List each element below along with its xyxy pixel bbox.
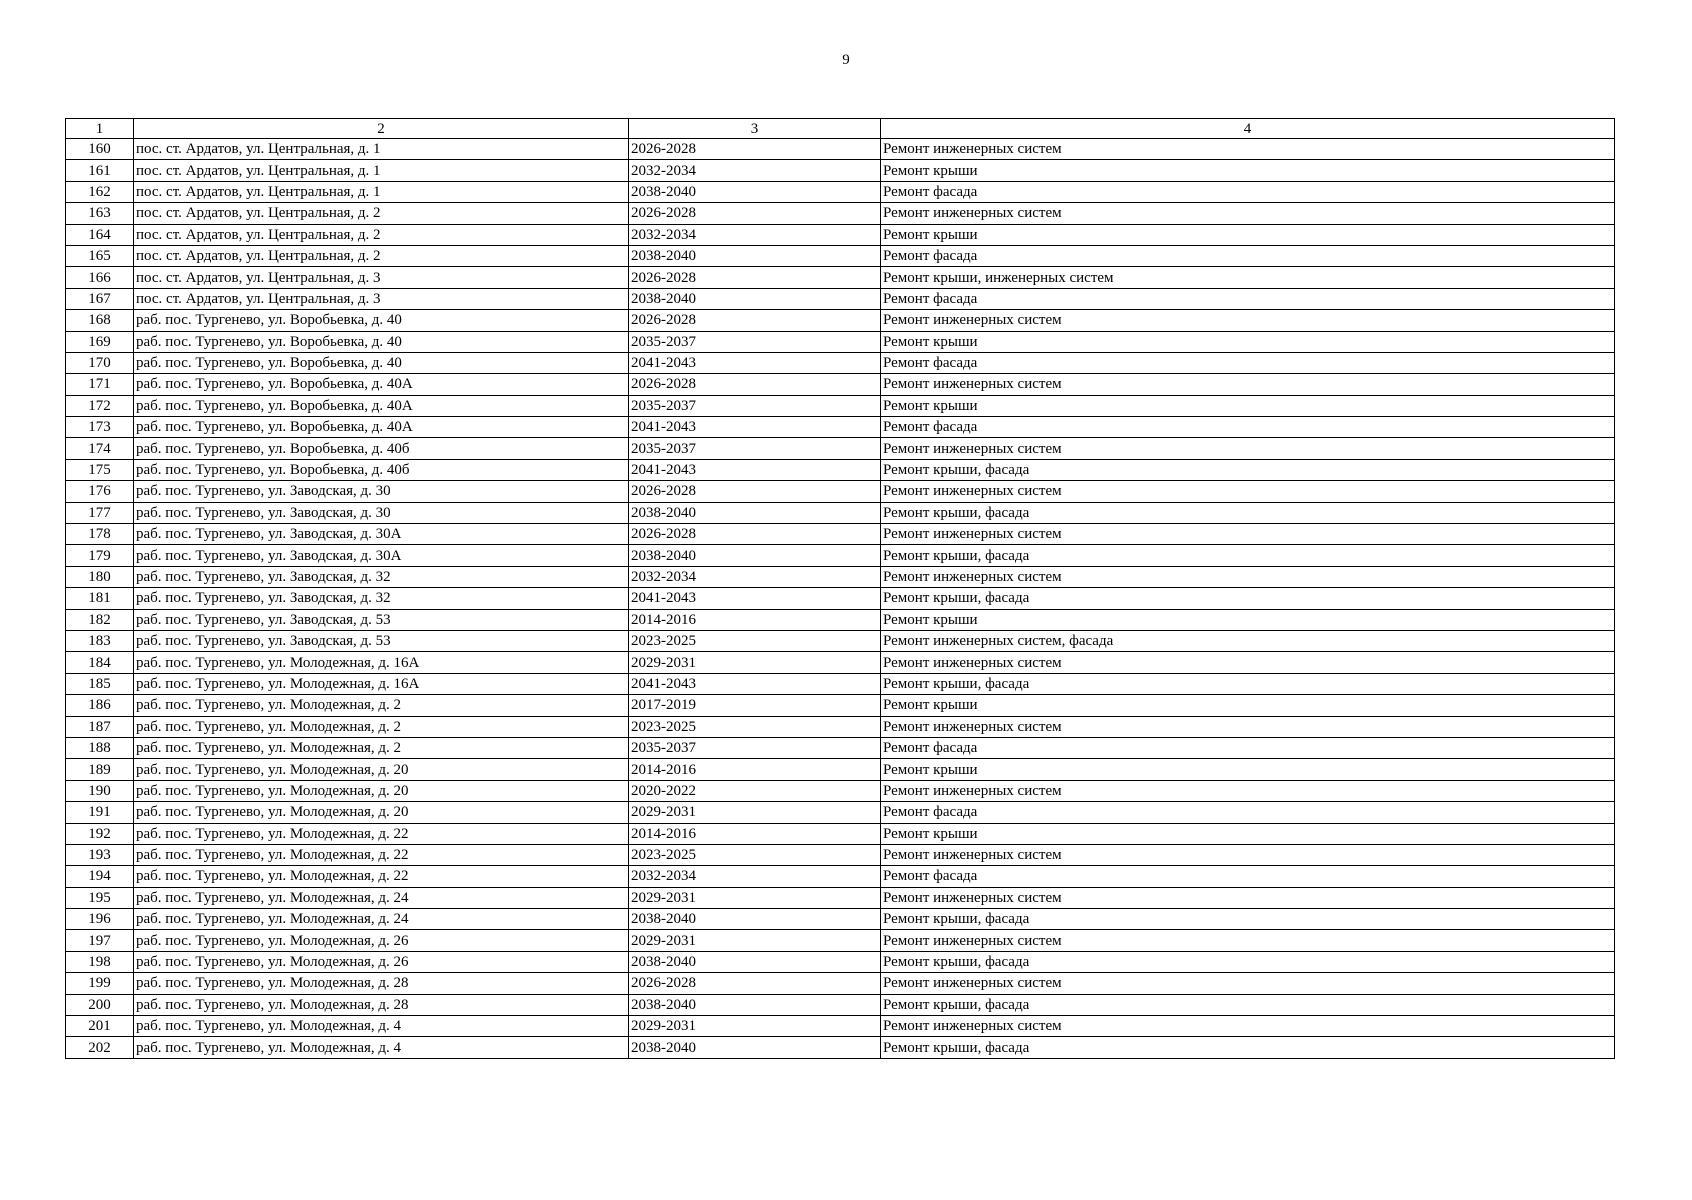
cell-period: 2038-2040: [629, 994, 881, 1015]
cell-period: 2032-2034: [629, 566, 881, 587]
cell-address: раб. пос. Тургенево, ул. Заводская, д. 30: [134, 481, 629, 502]
table-row: [66, 267, 1615, 288]
cell-period: 2035-2037: [629, 737, 881, 758]
column-header-2: 2: [134, 119, 629, 139]
cell-work-type: Ремонт крыши: [881, 759, 1615, 780]
cell-work-type: Ремонт крыши: [881, 160, 1615, 181]
cell-address: раб. пос. Тургенево, ул. Молодежная, д. 4: [134, 1037, 629, 1058]
cell-address: раб. пос. Тургенево, ул. Воробьевка, д. 40А: [134, 374, 629, 395]
cell-address: раб. пос. Тургенево, ул. Заводская, д. 53: [134, 609, 629, 630]
cell-period: 2029-2031: [629, 887, 881, 908]
cell-row-number: 169: [66, 331, 134, 352]
cell-work-type: Ремонт фасада: [881, 866, 1615, 887]
table-row: [66, 566, 1615, 587]
cell-work-type: Ремонт крыши, фасада: [881, 502, 1615, 523]
table-row: [66, 288, 1615, 309]
cell-period: 2038-2040: [629, 288, 881, 309]
cell-address: пос. ст. Ардатов, ул. Центральная, д. 2: [134, 224, 629, 245]
cell-row-number: 171: [66, 374, 134, 395]
cell-work-type: Ремонт инженерных систем: [881, 310, 1615, 331]
cell-address: раб. пос. Тургенево, ул. Молодежная, д. 2: [134, 695, 629, 716]
table-row: [66, 1037, 1615, 1058]
cell-address: пос. ст. Ардатов, ул. Центральная, д. 2: [134, 203, 629, 224]
cell-work-type: Ремонт инженерных систем: [881, 844, 1615, 865]
cell-address: раб. пос. Тургенево, ул. Молодежная, д. 2: [134, 737, 629, 758]
table-row: [66, 930, 1615, 951]
cell-work-type: Ремонт инженерных систем: [881, 139, 1615, 160]
cell-period: 2035-2037: [629, 438, 881, 459]
cell-address: раб. пос. Тургенево, ул. Молодежная, д. 20: [134, 780, 629, 801]
cell-row-number: 160: [66, 139, 134, 160]
cell-row-number: 178: [66, 524, 134, 545]
cell-work-type: Ремонт инженерных систем: [881, 887, 1615, 908]
cell-period: 2038-2040: [629, 545, 881, 566]
table-row: [66, 1016, 1615, 1037]
cell-row-number: 176: [66, 481, 134, 502]
cell-period: 2026-2028: [629, 973, 881, 994]
cell-work-type: Ремонт крыши, фасада: [881, 909, 1615, 930]
cell-period: 2041-2043: [629, 673, 881, 694]
table-row: [66, 181, 1615, 202]
cell-period: 2026-2028: [629, 481, 881, 502]
cell-row-number: 195: [66, 887, 134, 908]
cell-address: пос. ст. Ардатов, ул. Центральная, д. 1: [134, 139, 629, 160]
cell-period: 2032-2034: [629, 224, 881, 245]
cell-row-number: 162: [66, 181, 134, 202]
table-row: [66, 673, 1615, 694]
table-row: [66, 374, 1615, 395]
cell-row-number: 199: [66, 973, 134, 994]
cell-row-number: 198: [66, 951, 134, 972]
table-row: [66, 524, 1615, 545]
cell-address: раб. пос. Тургенево, ул. Молодежная, д. 24: [134, 909, 629, 930]
table-row: [66, 395, 1615, 416]
cell-work-type: Ремонт крыши: [881, 395, 1615, 416]
cell-work-type: Ремонт инженерных систем: [881, 780, 1615, 801]
cell-address: раб. пос. Тургенево, ул. Воробьевка, д. 40: [134, 310, 629, 331]
cell-work-type: Ремонт крыши, фасада: [881, 459, 1615, 480]
cell-work-type: Ремонт инженерных систем: [881, 716, 1615, 737]
cell-address: раб. пос. Тургенево, ул. Молодежная, д. 2: [134, 716, 629, 737]
cell-address: раб. пос. Тургенево, ул. Молодежная, д. 22: [134, 866, 629, 887]
cell-address: раб. пос. Тургенево, ул. Воробьевка, д. 40А: [134, 395, 629, 416]
cell-period: 2020-2022: [629, 780, 881, 801]
cell-address: пос. ст. Ардатов, ул. Центральная, д. 1: [134, 181, 629, 202]
cell-period: 2023-2025: [629, 844, 881, 865]
cell-row-number: 177: [66, 502, 134, 523]
cell-row-number: 163: [66, 203, 134, 224]
cell-work-type: Ремонт фасада: [881, 352, 1615, 373]
table-row: [66, 802, 1615, 823]
table-row: [66, 203, 1615, 224]
table-row: [66, 866, 1615, 887]
cell-address: раб. пос. Тургенево, ул. Молодежная, д. 16А: [134, 673, 629, 694]
cell-period: 2032-2034: [629, 160, 881, 181]
cell-work-type: Ремонт крыши, фасада: [881, 951, 1615, 972]
cell-address: пос. ст. Ардатов, ул. Центральная, д. 2: [134, 245, 629, 266]
cell-period: 2038-2040: [629, 181, 881, 202]
table-row: [66, 887, 1615, 908]
table-row: [66, 160, 1615, 181]
table-row: [66, 695, 1615, 716]
cell-work-type: Ремонт крыши, фасада: [881, 588, 1615, 609]
cell-work-type: Ремонт крыши: [881, 331, 1615, 352]
cell-row-number: 201: [66, 1016, 134, 1037]
table-row: [66, 438, 1615, 459]
cell-period: 2023-2025: [629, 630, 881, 651]
column-header-3: 3: [629, 119, 881, 139]
header-row: [66, 119, 1615, 139]
cell-address: раб. пос. Тургенево, ул. Молодежная, д. 26: [134, 951, 629, 972]
cell-period: 2032-2034: [629, 866, 881, 887]
table-row: [66, 139, 1615, 160]
table-row: [66, 716, 1615, 737]
cell-work-type: Ремонт фасада: [881, 181, 1615, 202]
cell-period: 2029-2031: [629, 652, 881, 673]
table-body: [66, 139, 1615, 1059]
cell-row-number: 161: [66, 160, 134, 181]
cell-address: пос. ст. Ардатов, ул. Центральная, д. 3: [134, 267, 629, 288]
page-number: 9: [842, 52, 850, 68]
cell-work-type: Ремонт крыши, фасада: [881, 673, 1615, 694]
cell-row-number: 168: [66, 310, 134, 331]
cell-row-number: 192: [66, 823, 134, 844]
cell-row-number: 183: [66, 630, 134, 651]
cell-row-number: 194: [66, 866, 134, 887]
cell-row-number: 187: [66, 716, 134, 737]
cell-period: 2029-2031: [629, 802, 881, 823]
cell-row-number: 180: [66, 566, 134, 587]
table-row: [66, 951, 1615, 972]
cell-work-type: Ремонт инженерных систем: [881, 203, 1615, 224]
cell-work-type: Ремонт крыши, фасада: [881, 1037, 1615, 1058]
cell-work-type: Ремонт инженерных систем: [881, 566, 1615, 587]
table-row: [66, 245, 1615, 266]
cell-work-type: Ремонт инженерных систем: [881, 973, 1615, 994]
table-row: [66, 823, 1615, 844]
cell-row-number: 197: [66, 930, 134, 951]
cell-work-type: Ремонт крыши: [881, 823, 1615, 844]
cell-address: раб. пос. Тургенево, ул. Молодежная, д. 4: [134, 1016, 629, 1037]
table-row: [66, 352, 1615, 373]
cell-work-type: Ремонт инженерных систем: [881, 652, 1615, 673]
cell-period: 2038-2040: [629, 1037, 881, 1058]
cell-row-number: 182: [66, 609, 134, 630]
cell-address: раб. пос. Тургенево, ул. Заводская, д. 32: [134, 566, 629, 587]
cell-row-number: 196: [66, 909, 134, 930]
cell-period: 2041-2043: [629, 417, 881, 438]
table-row: [66, 481, 1615, 502]
cell-address: раб. пос. Тургенево, ул. Воробьевка, д. 40А: [134, 417, 629, 438]
cell-address: раб. пос. Тургенево, ул. Заводская, д. 30А: [134, 524, 629, 545]
cell-address: раб. пос. Тургенево, ул. Молодежная, д. 28: [134, 994, 629, 1015]
cell-work-type: Ремонт инженерных систем, фасада: [881, 630, 1615, 651]
table-row: [66, 417, 1615, 438]
cell-period: 2026-2028: [629, 524, 881, 545]
cell-row-number: 166: [66, 267, 134, 288]
cell-row-number: 185: [66, 673, 134, 694]
cell-address: раб. пос. Тургенево, ул. Воробьевка, д. 40: [134, 352, 629, 373]
cell-work-type: Ремонт крыши: [881, 224, 1615, 245]
cell-address: раб. пос. Тургенево, ул. Молодежная, д. 28: [134, 973, 629, 994]
cell-row-number: 167: [66, 288, 134, 309]
cell-address: раб. пос. Тургенево, ул. Воробьевка, д. 40: [134, 331, 629, 352]
cell-row-number: 179: [66, 545, 134, 566]
cell-work-type: Ремонт инженерных систем: [881, 438, 1615, 459]
cell-row-number: 202: [66, 1037, 134, 1058]
table-row: [66, 652, 1615, 673]
cell-period: 2038-2040: [629, 502, 881, 523]
cell-work-type: Ремонт фасада: [881, 245, 1615, 266]
cell-work-type: Ремонт фасада: [881, 417, 1615, 438]
cell-period: 2041-2043: [629, 459, 881, 480]
table-row: [66, 588, 1615, 609]
cell-work-type: Ремонт инженерных систем: [881, 481, 1615, 502]
cell-row-number: 164: [66, 224, 134, 245]
table-header: [66, 119, 1615, 139]
cell-address: раб. пос. Тургенево, ул. Заводская, д. 53: [134, 630, 629, 651]
cell-work-type: Ремонт фасада: [881, 288, 1615, 309]
column-header-4: 4: [881, 119, 1615, 139]
cell-period: 2026-2028: [629, 139, 881, 160]
table-row: [66, 310, 1615, 331]
cell-period: 2038-2040: [629, 951, 881, 972]
cell-period: 2026-2028: [629, 374, 881, 395]
column-header-1: 1: [66, 119, 134, 139]
cell-row-number: 186: [66, 695, 134, 716]
cell-address: раб. пос. Тургенево, ул. Молодежная, д. 22: [134, 823, 629, 844]
cell-period: 2038-2040: [629, 245, 881, 266]
cell-period: 2029-2031: [629, 1016, 881, 1037]
cell-period: 2017-2019: [629, 695, 881, 716]
cell-row-number: 200: [66, 994, 134, 1015]
table-row: [66, 459, 1615, 480]
cell-address: пос. ст. Ардатов, ул. Центральная, д. 1: [134, 160, 629, 181]
cell-work-type: Ремонт крыши, фасада: [881, 545, 1615, 566]
cell-period: 2026-2028: [629, 203, 881, 224]
cell-period: 2014-2016: [629, 759, 881, 780]
cell-address: раб. пос. Тургенево, ул. Молодежная, д. 20: [134, 802, 629, 823]
cell-period: 2035-2037: [629, 331, 881, 352]
cell-work-type: Ремонт крыши, фасада: [881, 994, 1615, 1015]
table-row: [66, 737, 1615, 758]
table-row: [66, 502, 1615, 523]
table-row: [66, 545, 1615, 566]
table-row: [66, 844, 1615, 865]
cell-address: пос. ст. Ардатов, ул. Центральная, д. 3: [134, 288, 629, 309]
table-row: [66, 224, 1615, 245]
cell-row-number: 170: [66, 352, 134, 373]
table-row: [66, 909, 1615, 930]
repair-schedule-table: [65, 118, 1615, 1059]
cell-work-type: Ремонт инженерных систем: [881, 374, 1615, 395]
table-row: [66, 759, 1615, 780]
cell-work-type: Ремонт инженерных систем: [881, 930, 1615, 951]
cell-period: 2041-2043: [629, 352, 881, 373]
cell-row-number: 191: [66, 802, 134, 823]
cell-work-type: Ремонт крыши, инженерных систем: [881, 267, 1615, 288]
cell-period: 2035-2037: [629, 395, 881, 416]
cell-address: раб. пос. Тургенево, ул. Молодежная, д. 24: [134, 887, 629, 908]
cell-address: раб. пос. Тургенево, ул. Заводская, д. 30: [134, 502, 629, 523]
cell-period: 2014-2016: [629, 823, 881, 844]
cell-row-number: 165: [66, 245, 134, 266]
cell-address: раб. пос. Тургенево, ул. Воробьевка, д. 40б: [134, 438, 629, 459]
cell-period: 2026-2028: [629, 310, 881, 331]
cell-address: раб. пос. Тургенево, ул. Молодежная, д. 16А: [134, 652, 629, 673]
cell-address: раб. пос. Тургенево, ул. Заводская, д. 32: [134, 588, 629, 609]
cell-work-type: Ремонт инженерных систем: [881, 524, 1615, 545]
cell-row-number: 190: [66, 780, 134, 801]
cell-work-type: Ремонт инженерных систем: [881, 1016, 1615, 1037]
cell-work-type: Ремонт фасада: [881, 802, 1615, 823]
cell-address: раб. пос. Тургенево, ул. Молодежная, д. 26: [134, 930, 629, 951]
cell-row-number: 173: [66, 417, 134, 438]
table-row: [66, 609, 1615, 630]
table-row: [66, 630, 1615, 651]
cell-work-type: Ремонт крыши: [881, 609, 1615, 630]
cell-row-number: 181: [66, 588, 134, 609]
cell-period: 2041-2043: [629, 588, 881, 609]
cell-work-type: Ремонт фасада: [881, 737, 1615, 758]
table-row: [66, 780, 1615, 801]
cell-row-number: 193: [66, 844, 134, 865]
table-row: [66, 973, 1615, 994]
cell-period: 2026-2028: [629, 267, 881, 288]
cell-row-number: 188: [66, 737, 134, 758]
cell-row-number: 172: [66, 395, 134, 416]
cell-period: 2014-2016: [629, 609, 881, 630]
cell-period: 2029-2031: [629, 930, 881, 951]
cell-address: раб. пос. Тургенево, ул. Воробьевка, д. 40б: [134, 459, 629, 480]
cell-row-number: 184: [66, 652, 134, 673]
cell-address: раб. пос. Тургенево, ул. Заводская, д. 30А: [134, 545, 629, 566]
table-row: [66, 331, 1615, 352]
cell-period: 2023-2025: [629, 716, 881, 737]
cell-row-number: 189: [66, 759, 134, 780]
cell-row-number: 174: [66, 438, 134, 459]
cell-period: 2038-2040: [629, 909, 881, 930]
cell-work-type: Ремонт крыши: [881, 695, 1615, 716]
cell-address: раб. пос. Тургенево, ул. Молодежная, д. 22: [134, 844, 629, 865]
cell-row-number: 175: [66, 459, 134, 480]
table-row: [66, 994, 1615, 1015]
cell-address: раб. пос. Тургенево, ул. Молодежная, д. 20: [134, 759, 629, 780]
